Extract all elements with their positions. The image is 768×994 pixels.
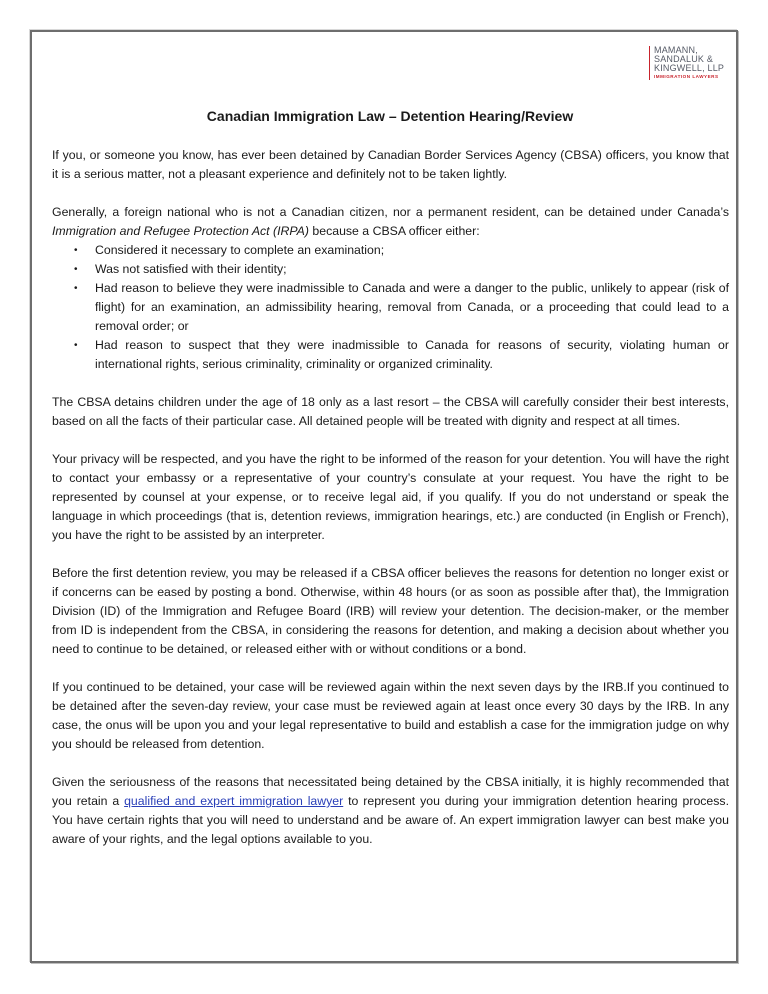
paragraph-rights: Your privacy will be respected, and you have the right to be informed of the reason for your detention. You will have the right to contact your embassy or a representative of your country’s consulate at your request. You have the right to be represented by counsel at your expense, or to receive legal aid, if you qualify. If you do not understand or speak the language in which proceedings (that is, detention reviews, immigration hearings, etc.) are conducted (in English or French), you have the right to be assisted by an interpreter. bbox=[52, 452, 729, 542]
document-title: Canadian Immigration Law – Detention Hearing/Review bbox=[206, 108, 574, 124]
bullet-icon: • bbox=[74, 340, 78, 351]
paragraph-first-review: Before the first detention review, you may be released if a CBSA officer believes the reasons for detention no longer exist or if concerns can be eased by posting a bond. Otherwise, within 48 hours (or as soon as possible after that), the Immigration Division (ID) of the Immigration and Refugee Board (IRB) will review your detention. The decision-maker, or the member from ID is independent from the CBSA, in considering the reasons for detention, and making a decision about whether you need to continue to be detained, or released either with or without conditions or a bond. bbox=[52, 566, 729, 656]
paragraph-intro: If you, or someone you know, has ever been detained by Canadian Border Services Agency (CBSA) officers, you know that it is a serious matter, not a pleasant experience and definitely not to be taken lightly. bbox=[52, 148, 729, 181]
logo-tagline: IMMIGRATION LAWYERS bbox=[654, 74, 719, 79]
list-item bbox=[74, 260, 729, 279]
paragraph-continued-detention: If you continued to be detained, your case will be reviewed again within the next seven days by the IRB.If you continued to be detained after the seven-day review, your case must be reviewed again at least once every 30 days by the IRB. In any case, the onus will be upon you and your legal representative to build and establish a case for the immigration judge on why you should be released from detention. bbox=[52, 680, 729, 751]
bullet-icon: • bbox=[74, 283, 78, 294]
immigration-lawyer-link[interactable]: qualified and expert immigration lawyer bbox=[124, 794, 344, 808]
logo-line-3: KINGWELL, LLP bbox=[654, 63, 725, 73]
firm-logo bbox=[649, 46, 740, 80]
paragraph-children: The CBSA detains children under the age of 18 only as a last resort – the CBSA will carefully consider their best interests, based on all the facts of their particular case. All detained people will be treated with dignity and respect at all times. bbox=[52, 395, 729, 428]
paragraph-detention-grounds bbox=[52, 203, 729, 241]
document-body bbox=[52, 146, 729, 868]
list-item bbox=[74, 279, 729, 336]
logo-line-2: SANDALUK & bbox=[654, 54, 714, 64]
list-item-text: Had reason to believe they were inadmissible to Canada and were a danger to the public, unlikely to appear (risk of flight) for an examination, an admissibility hearing, removal from Canada, or a proceeding that could lead to a removal order; or bbox=[95, 281, 729, 333]
list-item-text: Had reason to suspect that they were inadmissible to Canada for reasons of security, violating human or international rights, serious criminality, criminality or organized criminality. bbox=[95, 338, 729, 371]
list-item-text: Considered it necessary to complete an examination; bbox=[95, 243, 385, 257]
logo-line-1: MAMANN, bbox=[654, 45, 698, 55]
paragraph-recommendation bbox=[52, 773, 729, 849]
bullet-icon: • bbox=[74, 245, 78, 256]
bullet-icon: • bbox=[74, 264, 78, 275]
list-item-text: Was not satisfied with their identity; bbox=[95, 262, 287, 276]
list-item bbox=[74, 336, 729, 374]
paragraph-text: Given the seriousness of the reasons that necessitated being detained by the CBSA initially, it is highly recommended that you retain a bbox=[52, 775, 729, 808]
list-item bbox=[74, 241, 729, 260]
paragraph-text: to represent you during your immigration detention hearing process. You have certain rights that you will need to understand and be aware of. An expert immigration lawyer can best make you aware of your rights, and the legal options available to you. bbox=[52, 794, 729, 846]
paragraph-text: because a CBSA officer either: bbox=[308, 224, 480, 238]
irpa-act-name: Immigration and Refugee Protection Act (IRPA) bbox=[52, 224, 309, 238]
paragraph-text: Generally, a foreign national who is not a Canadian citizen, nor a permanent resident, can be detained under Canada’s bbox=[52, 205, 729, 219]
detention-reasons-list bbox=[52, 241, 729, 374]
